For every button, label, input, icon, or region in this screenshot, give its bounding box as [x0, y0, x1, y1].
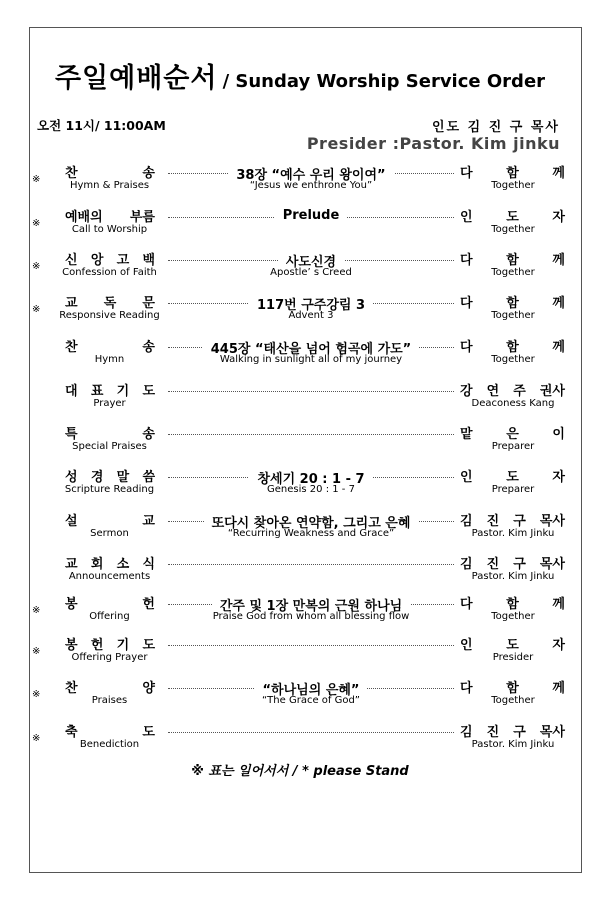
part-english: Announcements: [68, 571, 151, 582]
content-korean: 간주 및 1장 만복의 근원 하나님: [212, 595, 410, 614]
leader-korean: 맡 은 이: [460, 427, 565, 442]
service-item: [0, 593, 600, 637]
stand-mark: ※: [32, 733, 41, 744]
leader-english: Together: [491, 354, 535, 365]
leader-korean: 인 도 자: [460, 210, 565, 225]
leader-korean: 김 진 구 목사: [460, 514, 565, 529]
service-item: [0, 634, 600, 678]
part-korean: 성 경 말 씀: [65, 470, 155, 485]
part-korean: 예배의 부름: [65, 210, 155, 225]
presider-english: Presider :Pastor. Kim jinku: [306, 134, 560, 153]
content-english: “Recurring Weakness and Grace”: [227, 528, 395, 539]
leader-english: Together: [491, 180, 535, 191]
content-holder: [170, 595, 452, 614]
content-holder: [170, 338, 452, 357]
leader-english: Pastor. Kim Jinku: [471, 528, 555, 539]
service-item: [0, 423, 600, 467]
leader-korean: 다 함 께: [460, 253, 565, 268]
service-item: [0, 466, 600, 510]
leader-korean: 다 함 께: [460, 340, 565, 355]
stand-mark: ※: [32, 261, 41, 272]
part-english: Hymn & Praises: [69, 180, 150, 191]
content-korean: 38장 “예수 우리 왕이여”: [228, 164, 393, 183]
content-holder: [170, 208, 452, 222]
part-english: Scripture Reading: [64, 484, 155, 495]
part-korean: 찬 송: [65, 166, 155, 181]
stand-mark: ※: [32, 174, 41, 185]
content-holder: [170, 512, 452, 531]
leader-english: Pastor. Kim Jinku: [471, 571, 555, 582]
leader-korean: 다 함 께: [460, 296, 565, 311]
leader-korean: 인 도 자: [460, 638, 565, 653]
service-time: 오전 11시/ 11:00AM: [37, 118, 166, 133]
content-holder: [170, 425, 452, 439]
stand-mark: ※: [32, 605, 41, 616]
content-korean: 사도신경: [278, 251, 344, 270]
leader-english: Preparer: [491, 441, 535, 452]
part-english: Special Praises: [72, 441, 147, 452]
part-korean: 찬 양: [65, 681, 155, 696]
part-korean: 봉 헌 기 도: [65, 638, 155, 653]
leader-english: Together: [491, 695, 535, 706]
content-holder: [170, 164, 452, 183]
part-korean: 축 도: [65, 725, 155, 740]
leader-korean: 김 진 구 목사: [460, 557, 565, 572]
service-item: [0, 249, 600, 293]
content-holder: [170, 636, 452, 650]
leader-english: Deaconess Kang: [471, 398, 555, 409]
stand-mark: ※: [32, 218, 41, 229]
page-title: [0, 56, 600, 95]
part-english: Sermon: [90, 528, 129, 539]
part-korean: 신 앙 고 백: [65, 253, 155, 268]
service-item: [0, 553, 600, 597]
part-english: Offering Prayer: [71, 652, 148, 663]
service-item: [0, 380, 600, 424]
content-holder: [170, 555, 452, 569]
content-korean: 또다시 찾아온 연약함, 그리고 은혜: [204, 512, 419, 531]
content-english: Apostle’ s Creed: [270, 267, 352, 278]
part-korean: 대 표 기 도: [65, 384, 155, 399]
leader-korean: 김 진 구 목사: [460, 725, 565, 740]
content-english: Praise God from whom all blessing flow: [212, 611, 410, 622]
leader-english: Presider: [492, 652, 534, 663]
part-english: Call to Worship: [71, 224, 148, 235]
part-english: Praises: [91, 695, 128, 706]
title-english: / Sunday Worship Service Order: [222, 71, 546, 92]
service-item: [0, 162, 600, 206]
part-korean: 설 교: [65, 514, 155, 529]
stand-mark: ※: [32, 646, 41, 657]
part-english: Benediction: [79, 739, 140, 750]
part-korean: 교 독 문: [65, 296, 155, 311]
content-english: Walking in sunlight all of my journey: [219, 354, 403, 365]
part-english: Hymn: [94, 354, 125, 365]
content-holder: [170, 723, 452, 737]
content-english: “The Grace of God”: [262, 695, 360, 706]
leader-english: Together: [491, 310, 535, 321]
leader-korean: 다 함 께: [460, 166, 565, 181]
part-korean: 봉 헌: [65, 597, 155, 612]
presider-korean: 인도 김 진 구 목사: [431, 120, 560, 135]
leader-english: Together: [491, 267, 535, 278]
stand-note: ※ 표는 일어서서 / * please Stand: [191, 764, 409, 779]
leader-korean: 인 도 자: [460, 470, 565, 485]
part-korean: 교 회 소 식: [65, 557, 155, 572]
service-item: [0, 510, 600, 554]
leader-english: Together: [491, 224, 535, 235]
service-item: [0, 292, 600, 336]
part-english: Offering: [89, 611, 130, 622]
leader-korean: 다 함 께: [460, 597, 565, 612]
title-korean: 주일예배순서: [54, 63, 218, 94]
service-item: [0, 336, 600, 380]
part-english: Prayer: [93, 398, 126, 409]
content-holder: [170, 679, 452, 698]
content-holder: [170, 382, 452, 396]
leader-english: Preparer: [491, 484, 535, 495]
leader-korean: 강 연 주 권사: [460, 384, 565, 399]
stand-mark: ※: [32, 304, 41, 315]
leader-english: Pastor. Kim Jinku: [471, 739, 555, 750]
content-korean: “하나님의 은혜”: [255, 679, 368, 698]
content-english: “Jesus we enthrone You”: [249, 180, 373, 191]
content-holder: [170, 294, 452, 313]
service-item: [0, 206, 600, 250]
part-english: Confession of Faith: [62, 267, 157, 278]
part-korean: 찬 송: [65, 340, 155, 355]
content-korean: 445장 “태산을 넘어 험곡에 가도”: [203, 338, 419, 357]
content-english: Genesis 20 : 1 - 7: [267, 484, 355, 495]
part-english: Responsive Reading: [59, 310, 160, 321]
content-holder: [170, 468, 452, 487]
leader-english: Together: [491, 611, 535, 622]
content-korean: Prelude: [275, 208, 348, 223]
stand-mark: ※: [32, 689, 41, 700]
leader-korean: 다 함 께: [460, 681, 565, 696]
content-english: Advent 3: [288, 310, 334, 321]
content-korean: 117번 구주강림 3: [249, 294, 373, 313]
part-korean: 특 송: [65, 427, 155, 442]
content-korean: 창세기 20 : 1 - 7: [249, 468, 372, 487]
content-holder: [170, 251, 452, 270]
service-item: [0, 677, 600, 721]
service-item: [0, 721, 600, 765]
